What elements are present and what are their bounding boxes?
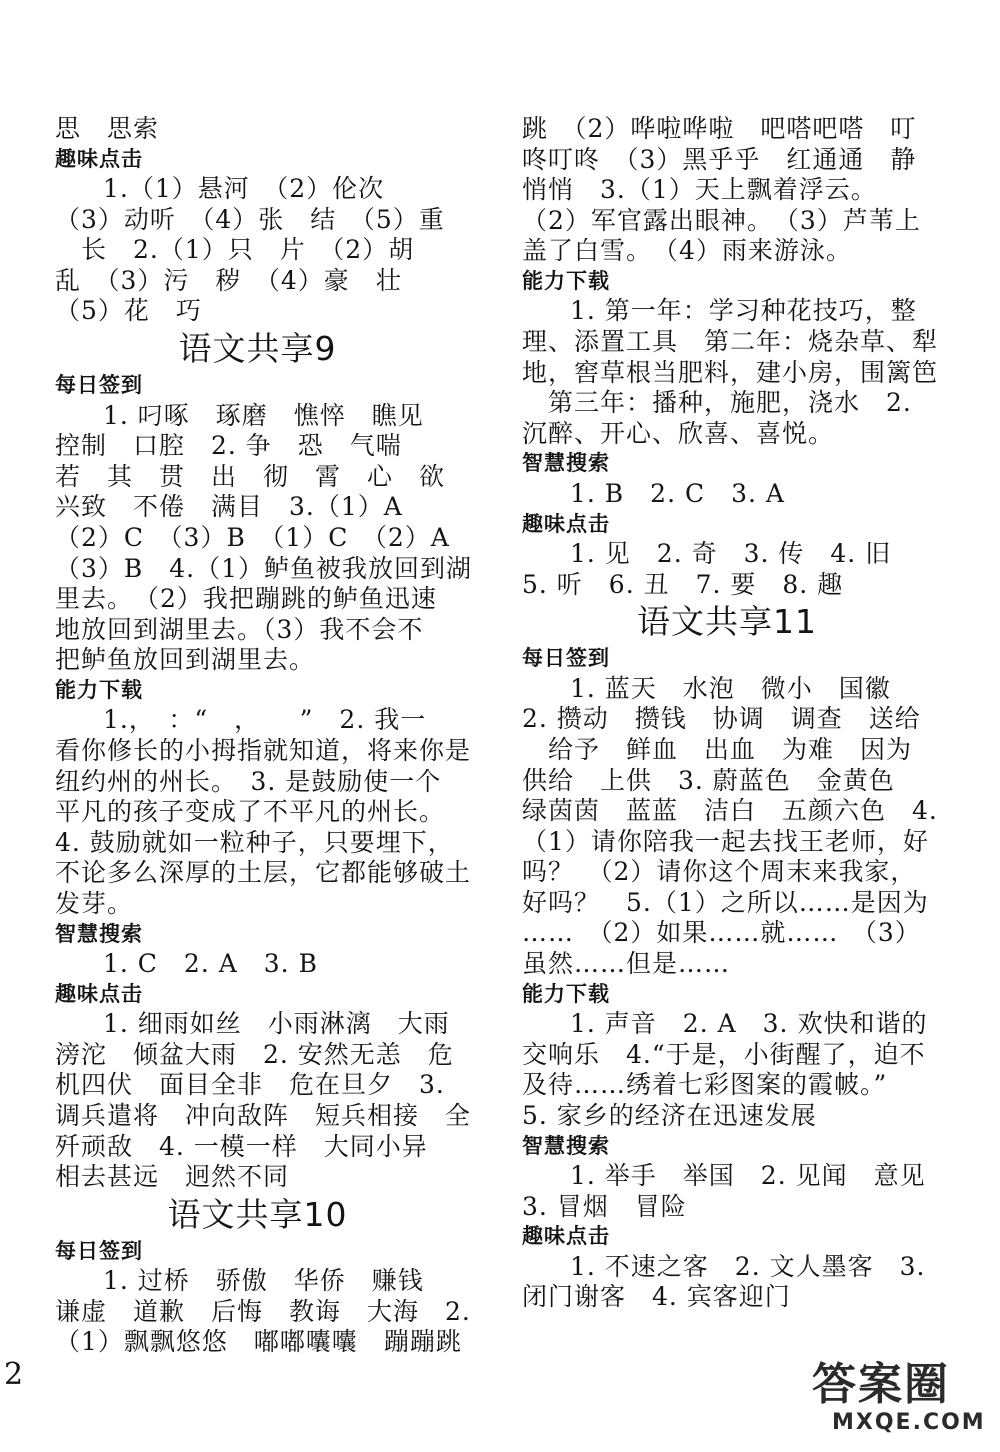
answer-line: 虽然……但是…… xyxy=(522,949,731,979)
answer-line: 相去甚远 迥然不同 xyxy=(55,1162,290,1192)
watermark-text: 答案圈 xyxy=(812,1359,950,1410)
answer-line: 1. 细雨如丝 小雨淋漓 大雨 xyxy=(103,1009,450,1039)
answer-line: 谦虚 道歉 后悔 教诲 大海 2. xyxy=(55,1296,471,1326)
answer-line: 滂沱 倾盆大雨 2. 安然无恙 危 xyxy=(55,1039,454,1069)
answer-line: …… （2）如果……就…… （3） xyxy=(522,918,921,948)
answer-line: 5. 听 6. 丑 7. 要 8. 趣 xyxy=(522,569,844,599)
answer-line: 发芽。 xyxy=(55,888,134,918)
answer-line: 平凡的孩子变成了不平凡的州长。 xyxy=(55,797,446,827)
answer-line: 1. 蓝天 水泡 微小 国徽 xyxy=(570,673,891,703)
answer-line: 给予 鲜血 出血 为难 因为 xyxy=(522,734,913,764)
answer-line: 1. C 2. A 3. B xyxy=(103,949,318,979)
section-heading: 能力下载 xyxy=(55,677,143,702)
answer-line: 1. 见 2. 奇 3. 传 4. 旧 xyxy=(570,539,892,569)
answer-line: 供给 上供 3. 蔚蓝色 金黄色 xyxy=(522,765,895,795)
answer-line: 不论多么深厚的土层，它都能够破土 xyxy=(55,858,472,888)
answer-line: 兴致 不倦 满目 3.（1）A xyxy=(55,492,403,522)
answer-line: 地放回到湖里去。（3）我不会不 xyxy=(55,614,424,644)
answer-line: 理、添置工具 第二年：烧杂草、犁 xyxy=(522,327,939,357)
answer-line: （5）花 巧 xyxy=(55,296,202,326)
answer-line: 跳 （2）哗啦哗啦 吧嗒吧嗒 叮 xyxy=(522,114,917,143)
answer-line: 咚叮咚 （3）黑乎乎 红通通 静 xyxy=(522,144,917,174)
answer-line: （1）飘飘悠悠 嘟嘟囔囔 蹦蹦跳 xyxy=(55,1327,462,1357)
answer-line: （2）C （3）B （1）C （2）A xyxy=(55,522,450,552)
answer-line: 2. 攒动 攒钱 协调 调查 送给 xyxy=(522,704,921,734)
answer-line: 3. 冒烟 冒险 xyxy=(522,1191,687,1221)
section-heading: 智慧搜索 xyxy=(522,1133,610,1158)
answer-line: 盖了白雪。 （4）雨来游泳。 xyxy=(522,236,852,266)
answer-line: 长 2.（1）只 片 （2）胡 xyxy=(55,235,415,265)
answer-line: 控制 口腔 2. 争 恐 气喘 xyxy=(55,431,402,461)
answer-line: 1.， ：“ ， ” 2. 我一 xyxy=(103,705,427,735)
answer-line: 4. 鼓励就如一粒种子，只要埋下， xyxy=(55,827,454,857)
answer-line: 沉醉、开心、欣喜、喜悦。 xyxy=(522,418,835,448)
section-heading: 趣味点击 xyxy=(55,981,143,1006)
section-heading: 趣味点击 xyxy=(522,511,610,536)
answer-line: 1. 过桥 骄傲 华侨 赚钱 xyxy=(103,1266,424,1296)
page-number: 2 xyxy=(4,1357,24,1392)
unit-title: 语文共享11 xyxy=(637,602,817,642)
watermark-url: MXQE.COM xyxy=(832,1410,986,1435)
section-heading: 趣味点击 xyxy=(55,146,143,171)
answer-line: 5. 家乡的经济在迅速发展 xyxy=(522,1100,817,1130)
answer-line: （1）请你陪我一起去找王老师，好 xyxy=(522,826,929,856)
answer-line: 若 其 贯 出 彻 霄 心 欲 xyxy=(55,461,446,491)
answer-line: 交响乐 4.“于是，小街醒了，迫不 xyxy=(522,1039,926,1069)
answer-line: 1. 不速之客 2. 文人墨客 3. xyxy=(570,1251,926,1281)
answer-line: 1. 举手 举国 2. 见闻 意见 xyxy=(570,1161,926,1191)
answer-line: 1. 叼啄 琢磨 憔悴 瞧见 xyxy=(103,400,424,430)
answer-line: 第三年：播种，施肥，浇水 2. xyxy=(522,388,912,418)
answer-line: （3）动听 （4）张 结 （5）重 xyxy=(55,204,445,234)
answer-line: 乱 （3）污 秽 （4）豪 壮 xyxy=(55,265,402,295)
answer-line: 里去。 （2）我把蹦跳的鲈鱼迅速 xyxy=(55,584,437,614)
section-heading: 每日签到 xyxy=(522,646,610,671)
left-column xyxy=(55,114,473,1358)
section-heading: 趣味点击 xyxy=(522,1224,610,1249)
answer-line: 机四伏 面目全非 危在旦夕 3. xyxy=(55,1070,445,1100)
answer-line: 把鲈鱼放回到湖里去。 xyxy=(55,645,316,675)
answer-line: 1. 声音 2. A 3. 欢快和谐的 xyxy=(570,1009,928,1039)
watermark-logo xyxy=(812,1360,992,1444)
answer-line: 闭门谢客 4. 宾客迎门 xyxy=(522,1282,791,1312)
unit-title: 语文共享9 xyxy=(178,329,337,369)
section-heading: 每日签到 xyxy=(55,1238,143,1263)
section-heading: 能力下载 xyxy=(522,981,610,1006)
section-heading: 智慧搜索 xyxy=(55,921,143,946)
section-heading: 每日签到 xyxy=(55,373,143,398)
right-column xyxy=(522,114,939,1313)
answer-line: 1.（1）悬河 （2）伦次 xyxy=(103,174,385,204)
answer-line: 好吗？ 5.（1）之所以……是因为 xyxy=(522,887,929,917)
section-heading: 能力下载 xyxy=(522,268,610,293)
answer-line: 绿茵茵 蓝蓝 洁白 五颜六色 4. xyxy=(522,796,938,826)
answer-line: 调兵遣将 冲向敌阵 短兵相接 全 xyxy=(55,1100,472,1130)
section-heading: 智慧搜索 xyxy=(522,451,610,476)
answer-line: （2）军官露出眼神。 （3）芦苇上 xyxy=(522,205,921,235)
answer-line: 吗？ （2）请你这个周末来我家， xyxy=(522,857,917,887)
answer-line: 歼顽敌 4. 一模一样 大同小异 xyxy=(55,1131,428,1161)
answer-line: 思 思索 xyxy=(55,114,160,143)
answer-line: 1. B 2. C 3. A xyxy=(570,478,785,508)
answer-line: 及待……绣着七彩图案的霞帔。” xyxy=(522,1070,888,1100)
answer-line: 看你修长的小拇指就知道，将来你是 xyxy=(55,736,472,765)
answer-line: 悄悄 3.（1）天上飘着浮云。 xyxy=(522,175,877,205)
answer-line: 纽约州的州长。 3. 是鼓励使一个 xyxy=(55,766,442,796)
answer-line: 地，窖草根当肥料，建小房，围篱笆 xyxy=(522,357,939,387)
answer-line: （3）B 4.（1）鲈鱼被我放回到湖 xyxy=(55,553,473,583)
answer-line: 1. 第一年：学习种花技巧，整 xyxy=(570,296,917,326)
unit-title: 语文共享10 xyxy=(167,1194,348,1234)
